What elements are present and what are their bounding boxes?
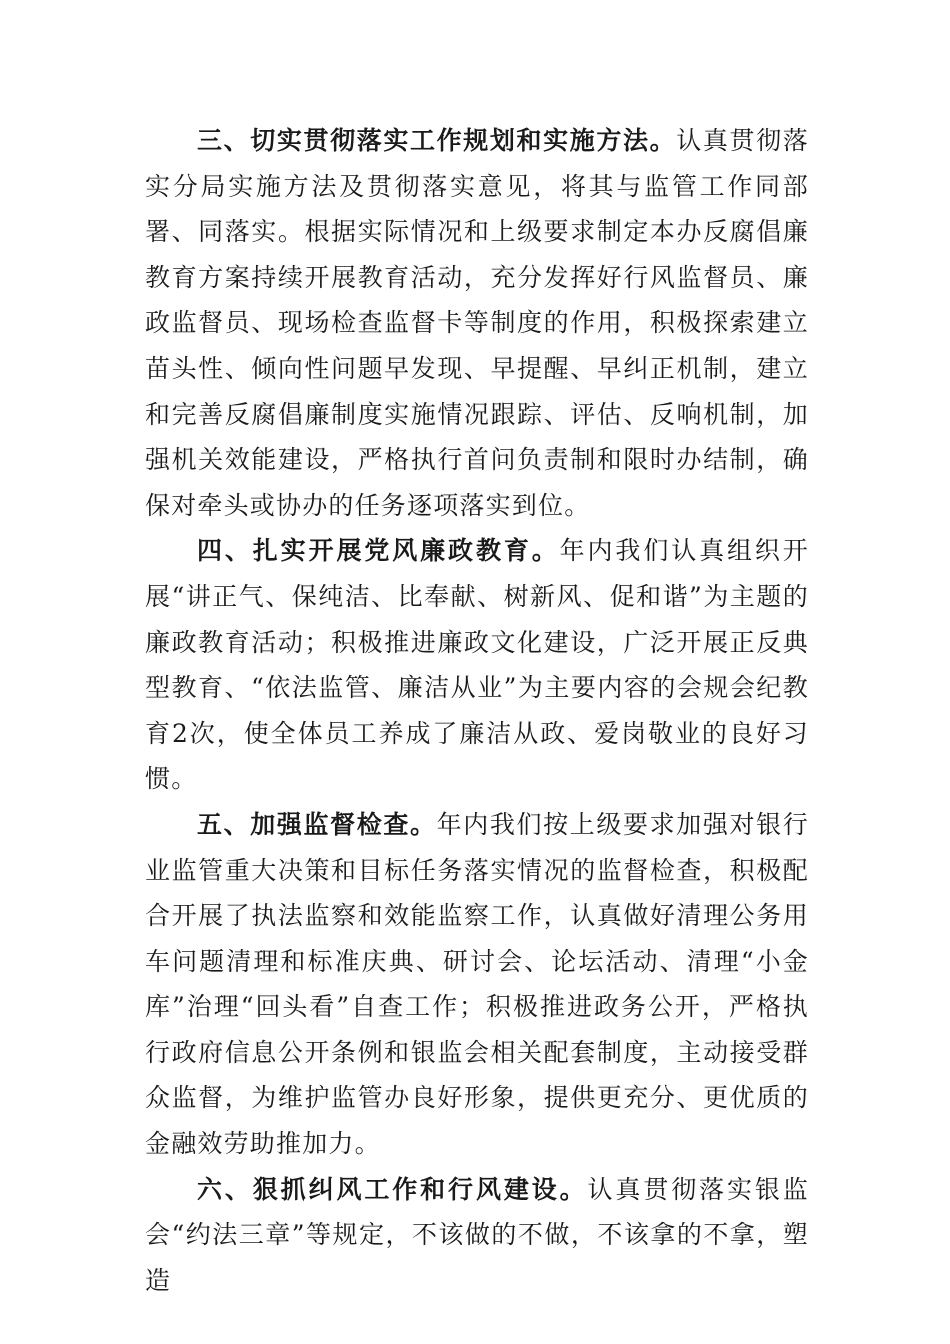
paragraph-text: 年内我们按上级要求加强对银行业监管重大决策和目标任务落实情况的监督检查，积极配合开展了执法监察和效能监察工作，认真做好清理公务用车问题清理和标准庆典、研讨会、论坛活动、清理“小金库”治理“回头看”自查工作；积极推进政务公开，严格执行政府信息公开条例和银监会相关配套制度，主动接受群众监督，为维护监管办良好形象，提供更充分、更优质的金融效劳助推加力。 xyxy=(145,809,809,1159)
paragraph-conduct-building xyxy=(145,1167,809,1304)
document-body xyxy=(145,118,809,1303)
paragraph-text: 年内我们认真组织开展“讲正气、保纯洁、比奉献、树新风、促和谐”为主题的廉政教育活动；积极推进廉政文化建设，广泛开展正反典型教育、“依法监管、廉洁从业”为主要内容的会规会纪教育2次，使全体员工养成了廉洁从政、爱岗敬业的良好习惯。 xyxy=(145,536,809,794)
paragraph-text: 认真贯彻落实银监会“约法三章”等规定，不该做的不做，不该拿的不拿，塑造 xyxy=(145,1174,809,1295)
paragraph-heading: 四、扎实开展党风廉政教育。 xyxy=(197,536,560,566)
paragraph-integrity-education xyxy=(145,528,809,802)
paragraph-text: 认真贯彻落实分局实施方法及贯彻落实意见，将其与监管工作同部署、同落实。根据实际情况和上级要求制定本办反腐倡廉教育方案持续开展教育活动，充分发挥好行风监督员、廉政监督员、现场检查监督卡等制度的作用，积极探索建立苗头性、倾向性问题早发现、早提醒、早纠正机制，建立和完善反腐倡廉制度实施情况跟踪、评估、反响机制，加强机关效能建设，严格执行首问负责制和限时办结制，确保对牵头或协办的任务逐项落实到位。 xyxy=(145,126,809,520)
paragraph-implementation-plan xyxy=(145,118,809,528)
paragraph-heading: 三、切实贯彻落实工作规划和实施方法。 xyxy=(197,126,677,155)
paragraph-heading: 六、狠抓纠风工作和行风建设。 xyxy=(197,1174,588,1204)
paragraph-heading: 五、加强监督检查。 xyxy=(197,809,437,839)
paragraph-supervision-inspection xyxy=(145,802,809,1167)
